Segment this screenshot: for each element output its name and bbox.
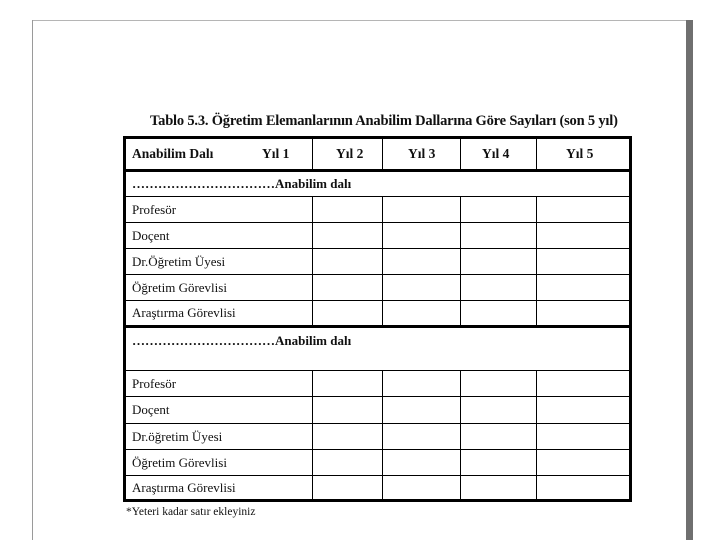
staff-table (123, 136, 632, 502)
row-label: Araştırma Görevlisi (132, 305, 236, 320)
page-shadow (686, 20, 693, 540)
header-yil-4: Yıl 4 (482, 146, 510, 161)
section-label: ……………………………Anabilim dalı (132, 176, 352, 191)
table-header-row (126, 139, 629, 172)
table-row (126, 223, 629, 249)
row-label: Dr.Öğretim Üyesi (132, 253, 226, 269)
row-label: Öğretim Görevlisi (132, 279, 227, 295)
section-label-row (126, 172, 629, 197)
table-title: Tablo 5.3. Öğretim Elemanlarının Anabilim Dallarına Göre Sayıları (son 5 yıl) (150, 113, 618, 129)
table-row (126, 397, 629, 424)
header-yil-3: Yıl 3 (408, 146, 436, 161)
header-yil-5: Yıl 5 (566, 146, 594, 161)
table-row (126, 476, 629, 499)
table-row (126, 424, 629, 450)
section-label-row (126, 328, 629, 371)
row-label: Doçent (132, 402, 170, 417)
table-row (126, 249, 629, 275)
header-anabilim-dali: Anabilim Dalı (132, 146, 214, 161)
table-row (126, 301, 629, 328)
footnote: *Yeteri kadar satır ekleyiniz (126, 506, 256, 518)
table-row (126, 371, 629, 397)
row-label: Profesör (132, 375, 177, 391)
header-yil-1: Yıl 1 (262, 146, 290, 161)
page-edge-left (32, 20, 33, 540)
row-label: Dr.öğretim Üyesi (132, 428, 223, 444)
section-label: ……………………………Anabilim dalı (132, 333, 352, 348)
table-row (126, 450, 629, 476)
row-label: Profesör (132, 201, 177, 217)
row-label: Araştırma Görevlisi (132, 479, 236, 495)
table-row (126, 275, 629, 301)
row-label: Öğretim Görevlisi (132, 454, 227, 470)
row-label: Doçent (132, 227, 170, 243)
header-yil-2: Yıl 2 (336, 146, 364, 161)
page-edge-top (32, 20, 692, 21)
table-row (126, 197, 629, 223)
